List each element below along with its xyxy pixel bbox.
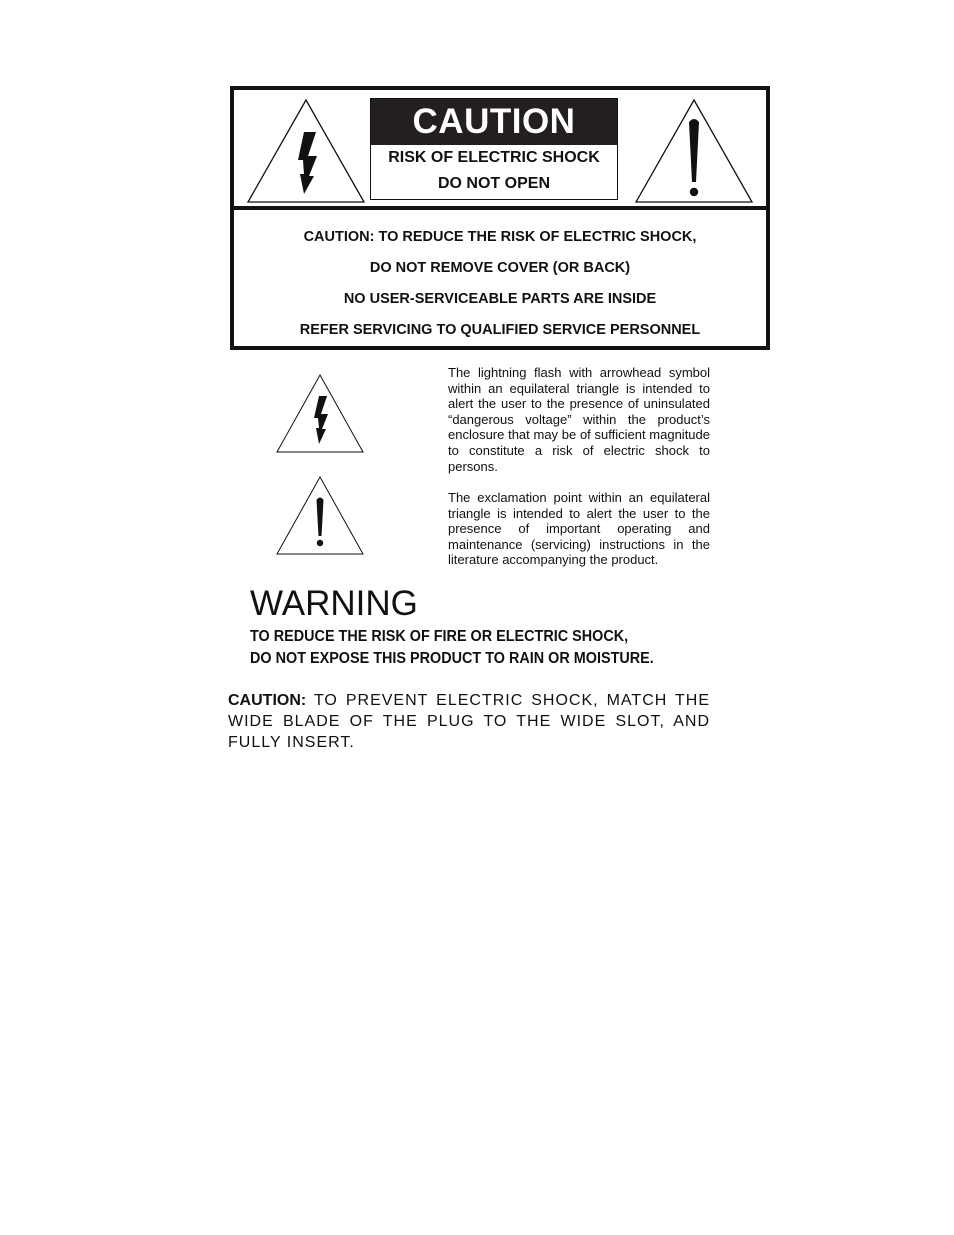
caution-title: CAUTION [371,99,617,145]
caution-panel [230,86,770,350]
exclamation-triangle-icon [634,98,754,204]
warning-line-1: TO REDUCE THE RISK OF FIRE OR ELECTRIC SHOCK, [250,628,629,645]
caution-line: CAUTION: TO REDUCE THE RISK OF ELECTRIC SHOCK, [303,229,697,245]
caution-label [370,98,618,200]
warning-line-2: DO NOT EXPOSE THIS PRODUCT TO RAIN OR MOISTURE. [250,650,654,667]
caution-subtitle-2: DO NOT OPEN [437,175,550,192]
exclamation-symbol-icon [275,476,365,556]
caution-divider [234,206,766,210]
caution-line: DO NOT REMOVE COVER (OR BACK) [369,260,631,276]
warning-title: WARNING [250,584,418,623]
warning-text [250,626,654,670]
lightning-symbol-icon [275,374,365,454]
caution-line: REFER SERVICING TO QUALIFIED SERVICE PERSONNEL [299,322,701,338]
exclamation-description: The exclamation point within an equilateral triangle is intended to alert the user to the presence of important operating and maintenance (servicing) instructions in the literature accompanying the product. [448,490,710,568]
lightning-triangle-icon [246,98,366,204]
lightning-description: The lightning flash with arrowhead symbol within an equilateral triangle is intended to alert the user to the presence of uninsulated “dangerous voltage” within the product’s enclosure that may be of sufficient magnitude to constitute a risk of electric shock to persons. [448,365,710,474]
plug-caution-text: TO PREVENT ELECTRIC SHOCK, MATCH THE WIDE BLADE OF THE PLUG TO THE WIDE SLOT, AND FULLY INSERT. [228,692,711,751]
caution-instructions [234,222,766,346]
plug-caution-lead: CAUTION: [228,692,307,709]
caution-line: NO USER-SERVICEABLE PARTS ARE INSIDE [343,291,657,307]
caution-subtitle-1: RISK OF ELECTRIC SHOCK [388,149,600,166]
plug-caution [228,690,710,753]
